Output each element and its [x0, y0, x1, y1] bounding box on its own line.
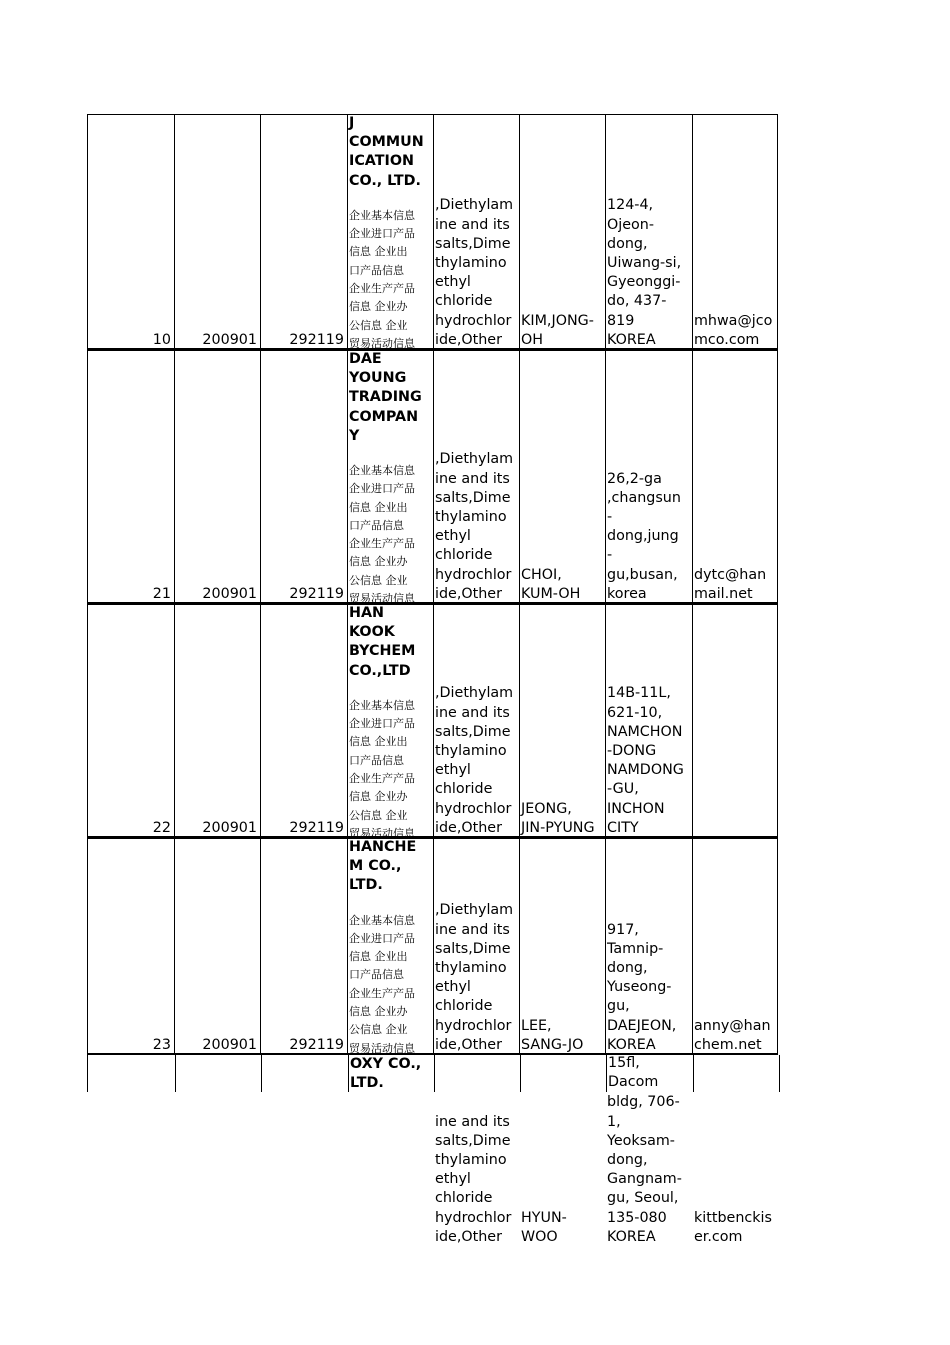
- company-info-links-line: 口产品信息: [349, 263, 404, 277]
- company-cell: [348, 1055, 434, 1092]
- company-info-links-line: 贸易活动信息: [349, 336, 415, 350]
- contact-cell: [519, 604, 605, 838]
- contact-cell-text-line: JIN-PYUNG: [521, 819, 595, 836]
- company-info-links-line: 企业进口产品: [349, 931, 415, 945]
- email-cell-text: [694, 1209, 778, 1247]
- contact-cell-text: [521, 1017, 605, 1055]
- address-cell-text-line: korea: [607, 585, 647, 602]
- company-name-line: J: [349, 115, 355, 131]
- product-cell-text-line: hydrochlor: [435, 1017, 512, 1034]
- product-cell: [433, 114, 519, 350]
- address-cell-text-line: ,changsun: [607, 489, 681, 506]
- column-divider: [520, 1055, 521, 1092]
- company-info-links-line: 信息 企业办: [349, 1005, 408, 1019]
- company-info-links-line: 企业生产产品: [349, 771, 415, 785]
- date-cell: [174, 114, 260, 350]
- company-info-links-line: 信息 企业出: [349, 735, 408, 749]
- email-cell: [692, 838, 778, 1055]
- row-number-cell: [87, 838, 174, 1055]
- company-info-links-line: 口产品信息: [349, 968, 404, 982]
- address-cell-text-line: Gyeonggi-: [607, 274, 681, 291]
- product-cell-text: [435, 901, 519, 1055]
- address-cell-text-line: 135-080: [607, 1209, 667, 1226]
- company-info-links-line: 企业进口产品: [349, 482, 415, 496]
- hs-code-cell-value: 292119: [289, 1036, 344, 1053]
- address-cell-text-line: KOREA: [607, 1036, 656, 1053]
- company-name-line: ICATION: [349, 153, 414, 170]
- email-cell-text: [694, 312, 778, 350]
- product-cell-text-line: hydrochlor: [435, 800, 512, 817]
- email-cell: [692, 604, 778, 838]
- product-cell-text-line: salts,Dime: [435, 723, 511, 740]
- address-cell-text-line: do, 437-: [607, 293, 667, 310]
- company-name-line: COMMUN: [349, 134, 424, 151]
- product-cell-text-line: ide,Other: [435, 1036, 502, 1053]
- product-cell-text: [435, 684, 519, 838]
- address-cell-text-line: 26,2-ga: [607, 470, 662, 487]
- hs-code-cell-value: 292119: [289, 331, 344, 348]
- company-name[interactable]: [350, 1055, 434, 1092]
- company-name-line: YOUNG: [349, 370, 407, 387]
- address-cell-text-line: Tamnip-: [607, 940, 664, 957]
- product-cell-text-line: hydrochlor: [435, 312, 512, 329]
- email-cell-text-line: er.com: [694, 1228, 743, 1245]
- company-name-line: COMPAN: [349, 408, 419, 425]
- row-number-cell: [87, 114, 174, 350]
- product-cell-text-line: ine and its: [435, 216, 510, 233]
- product-cell-text-line: ide,Other: [435, 1228, 502, 1245]
- address-cell-text-line: dong,jung: [607, 528, 679, 545]
- address-cell-text-line: gu,busan,: [607, 566, 678, 583]
- address-cell-text: [607, 1093, 692, 1247]
- contact-cell-text-line: CHOI,: [521, 566, 562, 583]
- product-cell-text-line: thylamino: [435, 508, 507, 525]
- date-cell-value: 200901: [202, 1036, 257, 1053]
- company-info-links-line: 企业基本信息: [349, 698, 415, 712]
- address-cell-text-line: Yeoksam-: [607, 1132, 675, 1149]
- company-cell: [347, 604, 433, 838]
- company-info-links-line: 企业进口产品: [349, 717, 415, 731]
- product-cell-text-line: thylamino: [435, 1151, 507, 1168]
- contact-cell-text-line: LEE,: [521, 1017, 552, 1034]
- address-cell-text: [607, 196, 692, 350]
- row-number-cell-value: 22: [152, 819, 171, 836]
- address-cell-text-line: Ojeon-: [607, 216, 654, 233]
- product-cell-text-line: chloride: [435, 293, 493, 310]
- address-cell-text-line: Yuseong-: [607, 979, 672, 996]
- contact-cell: [519, 838, 605, 1055]
- company-info-links-line: 企业基本信息: [349, 208, 415, 222]
- address-cell-text-line: 15fl,: [608, 1055, 640, 1071]
- row-number-cell-value: 23: [152, 1036, 171, 1053]
- contact-cell-text: [521, 800, 605, 838]
- contact-cell-text-line: WOO: [521, 1228, 558, 1245]
- column-divider: [261, 1055, 262, 1092]
- table-row: [87, 838, 778, 1055]
- email-cell-text: [694, 566, 778, 604]
- product-cell-text-line: ,Diethylam: [435, 197, 514, 214]
- product-cell-text-line: salts,Dime: [435, 489, 511, 506]
- address-cell-text-line: -: [607, 547, 613, 564]
- address-cell-text-line: CITY: [607, 819, 639, 836]
- product-cell-text-line: thylamino: [435, 254, 507, 271]
- email-cell-text-line: mhwa@jco: [694, 312, 773, 329]
- company-name-line: KOOK: [349, 624, 395, 641]
- date-cell-value: 200901: [202, 819, 257, 836]
- date-cell: [174, 838, 260, 1055]
- contact-cell-text-line: SANG-JO: [521, 1036, 584, 1053]
- company-name-line: M CO.,: [349, 858, 402, 875]
- company-info-links-line: 企业进口产品: [349, 227, 415, 241]
- product-cell-text-line: chloride: [435, 781, 493, 798]
- address-cell-text-line: dong,: [607, 235, 648, 252]
- company-info-links-line: 企业基本信息: [349, 913, 415, 927]
- product-cell-text-line: hydrochlor: [435, 1209, 512, 1226]
- product-cell: [433, 350, 519, 604]
- product-cell-text-line: ide,Other: [435, 331, 502, 348]
- table-row: [87, 604, 778, 838]
- address-cell-text-line: 1,: [607, 1113, 621, 1130]
- email-cell-text-line: kittbenckis: [694, 1209, 772, 1226]
- product-cell-text-line: ,Diethylam: [435, 685, 514, 702]
- product-cell-text-line: ethyl: [435, 762, 471, 779]
- date-cell: [174, 604, 260, 838]
- column-divider: [175, 1055, 176, 1092]
- hs-code-cell: [260, 604, 347, 838]
- company-name-line: OXY CO.,: [350, 1056, 422, 1072]
- company-info-links-line: 口产品信息: [349, 753, 404, 767]
- company-name-line: CO., LTD.: [349, 172, 421, 189]
- address-cell-text-line: Uiwang-si,: [607, 254, 682, 271]
- product-cell-text-line: ethyl: [435, 979, 471, 996]
- address-cell-text-line: 819: [607, 312, 635, 329]
- company-info-links[interactable]: [349, 697, 433, 838]
- address-cell-text-line: -DONG: [607, 742, 657, 759]
- company-name[interactable]: [349, 604, 433, 681]
- lower-fragment: [87, 1092, 778, 1247]
- date-cell: [174, 350, 260, 604]
- company-name-line: Y: [349, 427, 360, 444]
- contact-cell: [519, 114, 605, 350]
- address-cell-text: [608, 1055, 692, 1092]
- product-cell-text-line: chloride: [435, 1190, 493, 1207]
- address-cell-text-line: KOREA: [607, 1228, 656, 1245]
- company-cell: [347, 350, 433, 604]
- company-name-line: LTD.: [349, 877, 383, 894]
- company-info-links-line: 企业生产产品: [349, 281, 415, 295]
- product-cell-text-line: hydrochlor: [435, 566, 512, 583]
- contact-cell-text-line: JEONG,: [521, 800, 572, 817]
- product-cell-text-line: ine and its: [435, 704, 510, 721]
- product-cell-text: [435, 196, 519, 350]
- product-cell-text-line: salts,Dime: [435, 235, 511, 252]
- table-row: [87, 114, 778, 350]
- contact-cell: [519, 1092, 605, 1247]
- product-cell: [433, 838, 519, 1055]
- email-cell-text: [694, 1017, 778, 1055]
- address-cell-text-line: -: [607, 508, 613, 525]
- email-cell-text-line: dytc@han: [694, 566, 767, 583]
- company-cell: [347, 114, 433, 350]
- row-number-cell: [87, 350, 174, 604]
- company-info-links-line: 信息 企业办: [349, 555, 408, 569]
- address-cell-text-line: gu, Seoul,: [607, 1190, 679, 1207]
- email-cell: [692, 114, 778, 350]
- email-cell-text-line: anny@han: [694, 1017, 771, 1034]
- product-cell-text-line: salts,Dime: [435, 940, 511, 957]
- contact-cell-text: [521, 1209, 605, 1247]
- row-number-cell-value: 10: [152, 331, 171, 348]
- address-cell-text-line: INCHON: [607, 800, 665, 817]
- address-cell: [605, 604, 692, 838]
- contact-cell-text: [521, 312, 605, 350]
- address-cell-text-line: bldg, 706-: [607, 1094, 680, 1111]
- product-cell-text-line: ine and its: [435, 921, 510, 938]
- company-info-links[interactable]: [349, 912, 433, 1055]
- row-number-cell: [87, 604, 174, 838]
- address-cell-text-line: KOREA: [607, 331, 656, 348]
- email-cell-text-line: chem.net: [694, 1036, 762, 1053]
- hs-code-cell-value: 292119: [289, 585, 344, 602]
- company-name-line: LTD.: [350, 1075, 384, 1092]
- product-cell-text-line: ine and its: [435, 470, 510, 487]
- hs-code-cell: [260, 350, 347, 604]
- product-cell-text: [435, 1113, 519, 1247]
- product-cell-text-line: ,Diethylam: [435, 902, 514, 919]
- address-cell: [605, 350, 692, 604]
- company-info-links-line: 信息 企业办: [349, 790, 408, 804]
- email-cell: [692, 350, 778, 604]
- company-info-links-line: 贸易活动信息: [349, 1041, 415, 1055]
- column-divider: [693, 1055, 694, 1092]
- company-name[interactable]: [349, 838, 433, 896]
- company-name-line: TRADING: [349, 389, 422, 406]
- product-cell-text-line: ine and its: [435, 1113, 510, 1130]
- company-info-links[interactable]: [349, 462, 433, 604]
- address-cell-text-line: 917,: [607, 921, 639, 938]
- contact-cell-text-line: KUM-OH: [521, 585, 581, 602]
- product-cell-text-line: ethyl: [435, 274, 471, 291]
- address-cell-text-line: gu,: [607, 998, 630, 1015]
- contact-cell-text-line: OH: [521, 331, 544, 348]
- hs-code-cell-value: 292119: [289, 819, 344, 836]
- table-row-partial: [87, 1055, 780, 1092]
- address-cell: [605, 838, 692, 1055]
- email-cell-text-line: mail.net: [694, 585, 753, 602]
- address-cell: [606, 1055, 692, 1092]
- company-name-line: HANCHE: [349, 839, 417, 855]
- company-name-line: HAN: [349, 605, 384, 621]
- product-cell-text-line: chloride: [435, 547, 493, 564]
- address-cell-text-line: 621-10,: [607, 704, 663, 721]
- product-cell-text-line: thylamino: [435, 742, 507, 759]
- company-info-links-line: 企业基本信息: [349, 464, 415, 477]
- product-cell-text-line: thylamino: [435, 959, 507, 976]
- address-cell-text-line: 124-4,: [607, 197, 654, 214]
- company-info-links-line: 公信息 企业: [349, 573, 408, 587]
- address-cell-text-line: DAEJEON,: [607, 1017, 677, 1034]
- company-cell: [347, 838, 433, 1055]
- address-cell-text: [607, 684, 692, 838]
- product-cell: [433, 1092, 519, 1247]
- address-cell-text: [607, 470, 692, 604]
- company-info-links-line: 贸易活动信息: [349, 592, 415, 604]
- company-info-links-line: 信息 企业办: [349, 300, 408, 314]
- product-cell-text-line: chloride: [435, 998, 493, 1015]
- address-cell: [605, 1092, 692, 1247]
- product-cell-text: [435, 450, 519, 604]
- company-info-links-line: 公信息 企业: [349, 808, 408, 822]
- product-cell: [433, 604, 519, 838]
- contact-cell-text-line: KIM,JONG-: [521, 312, 594, 329]
- product-cell-text-line: ethyl: [435, 528, 471, 545]
- company-info-links-line: 企业生产产品: [349, 986, 415, 1000]
- table-row: [87, 350, 778, 604]
- email-cell: [692, 1092, 778, 1247]
- row-number-cell-value: 21: [152, 585, 171, 602]
- address-cell-text-line: Dacom: [608, 1073, 659, 1090]
- company-info-links-line: 信息 企业出: [349, 500, 408, 514]
- company-info-links-line: 公信息 企业: [349, 318, 408, 332]
- address-cell: [605, 114, 692, 350]
- product-cell-text-line: ide,Other: [435, 585, 502, 602]
- company-info-links-line: 口产品信息: [349, 518, 404, 532]
- company-name[interactable]: [349, 114, 433, 191]
- address-cell-text: [607, 921, 692, 1055]
- email-cell-text-line: mco.com: [694, 331, 760, 348]
- address-cell-text-line: -GU,: [607, 781, 639, 798]
- product-cell-text-line: ethyl: [435, 1171, 471, 1188]
- address-cell-text-line: dong,: [607, 1151, 648, 1168]
- company-name-line: DAE: [349, 351, 382, 367]
- address-cell-text-line: dong,: [607, 959, 648, 976]
- address-cell-text-line: NAMDONG: [607, 762, 684, 779]
- company-name-line: CO.,LTD: [349, 662, 411, 679]
- company-info-links-line: 贸易活动信息: [349, 826, 415, 838]
- company-info-links-line: 信息 企业出: [349, 950, 408, 964]
- contact-cell-text: [521, 566, 605, 604]
- company-info-links-line: 公信息 企业: [349, 1023, 408, 1037]
- product-cell-text-line: ,Diethylam: [435, 451, 514, 468]
- company-name-line: BYCHEM: [349, 643, 416, 660]
- column-divider: [434, 1055, 435, 1092]
- hs-code-cell: [260, 838, 347, 1055]
- address-cell-text-line: 14B-11L,: [607, 685, 671, 702]
- company-info-links-line: 企业生产产品: [349, 537, 415, 551]
- address-cell-text-line: NAMCHON: [607, 723, 683, 740]
- product-cell-text-line: salts,Dime: [435, 1132, 511, 1149]
- product-cell-text-line: ide,Other: [435, 819, 502, 836]
- date-cell-value: 200901: [202, 585, 257, 602]
- address-cell-text-line: Gangnam-: [607, 1171, 682, 1188]
- company-info-links-line: 信息 企业出: [349, 245, 408, 259]
- company-info-links[interactable]: [349, 207, 433, 350]
- contact-cell-text-line: HYUN-: [521, 1209, 567, 1226]
- contact-cell: [519, 350, 605, 604]
- date-cell-value: 200901: [202, 331, 257, 348]
- company-name[interactable]: [349, 350, 433, 446]
- hs-code-cell: [260, 114, 347, 350]
